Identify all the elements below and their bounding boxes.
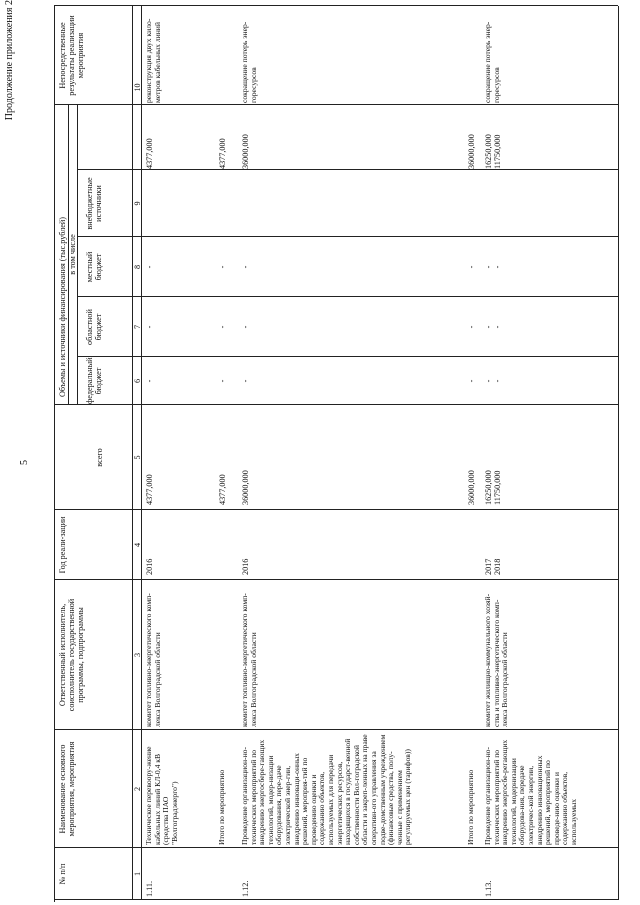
- row-total: 36000,000: [467, 470, 476, 505]
- row-extra: 4377,000: [145, 138, 154, 169]
- row-local: - -: [484, 265, 502, 269]
- row-name: Итого по мероприятию: [217, 769, 226, 845]
- row-regional: -: [145, 325, 154, 329]
- index-cell: 5: [133, 455, 142, 460]
- page-number: 5: [19, 460, 30, 465]
- row-executor: комитет топливно-энергетического комп-лекса Волгоградской области: [240, 593, 258, 727]
- row-executor: комитет топливно-энергетического комп-лекса Волгоградской области: [144, 593, 162, 727]
- row-total: 4377,000: [145, 474, 154, 505]
- row-federal: - -: [484, 379, 502, 383]
- row-name: Проведение организацион-но-технических мероприятий по внедрению энергосбе-регающих технологий, модернизации оборудова-ния, передаче электричес-кой энергии, внедрению инновационных решений, мероприятий по проведе-нию оценки и содержанию объектов, используемых: [483, 739, 578, 845]
- row-extra: 36000,000: [241, 134, 250, 169]
- header-volumes: Объемы и источники финансирования (тыс.рублей): [58, 216, 67, 398]
- row-local: -: [467, 265, 476, 269]
- index-cell: 6: [133, 378, 142, 384]
- header-total: всего: [95, 448, 104, 467]
- header-executor: Ответственный исполнитель, соисполнитель государственной программы, подпрограммы: [58, 598, 85, 712]
- continuation-note: Продолжение приложения 2: [4, 0, 15, 121]
- header-local: местный бюджет: [85, 251, 103, 283]
- header-num: № п/п: [58, 863, 67, 885]
- index-cell: 8: [133, 264, 142, 270]
- row-local: -: [145, 265, 154, 269]
- index-cell: 10: [133, 83, 142, 92]
- header-regional: областной бюджет: [85, 309, 103, 345]
- row-federal: -: [241, 379, 250, 383]
- header-extrabudget: внебюджетные источники: [85, 177, 103, 230]
- row-result: сокращение потерь энер-горесурсов: [483, 21, 501, 103]
- row-local: -: [241, 265, 250, 269]
- row-year: 2017 2018: [484, 558, 502, 575]
- row-result: сокращение потерь энер-горесурсов: [240, 21, 258, 103]
- row-local: -: [218, 265, 227, 269]
- table-border-bottom: [618, 6, 619, 900]
- row-name: Итого по мероприятию: [466, 769, 475, 845]
- row-name: Техническое перевоору-жение кабельных линий КЛ-0,4 кВ (средства ПАО "Волгоградэнерго"): [144, 746, 179, 845]
- row-year: 2016: [241, 558, 250, 575]
- table-border-top: [54, 6, 55, 902]
- header-line-including: [77, 105, 78, 405]
- row-result: реконструкция двух кило-метров кабельных линий: [144, 18, 162, 103]
- index-cell: 7: [133, 324, 142, 330]
- row-year: 2016: [145, 558, 154, 575]
- col-line-9: [77, 169, 618, 170]
- row-name: Проведение организацион-но-технических мероприятий по внедрению энергосбере-гающих технологий, модер-низации оборудования, пере-даче электрической энер-гии, внедрению инноваци-онных решений, мероприя-тий по проведению оценки и содержанию объектов, используемых для передачи энергетических ресурсов, находящихся в государст-венной собственности Вол-гоградской области и закреп-ленных на праве оперативн-ого управления за подве-домственным учреждением (финансовые средства, полу-ченные с применением регулируемых цен (тарифов)): [240, 734, 413, 845]
- col-line-7: [77, 296, 618, 297]
- col-line-6: [77, 356, 618, 357]
- header-name: Наименование основного мероприятия, мероприятия: [58, 741, 76, 837]
- index-cell: 1: [133, 871, 142, 877]
- row-executor: комитет жилищно-коммунального хозяй-ства и топливно-энергетического комп-лекса Волгоградской области: [483, 593, 510, 727]
- row-federal: -: [467, 379, 476, 383]
- row-num: 1.13.: [484, 880, 493, 897]
- header-federal: федеральный бюджет: [85, 357, 103, 404]
- row-num: 1.12.: [241, 880, 250, 897]
- row-extra: 36000,000: [467, 134, 476, 169]
- row-total: 36000,000: [241, 470, 250, 505]
- index-cell: 3: [133, 652, 142, 658]
- col-line-8: [77, 236, 618, 237]
- row-federal: -: [218, 379, 227, 383]
- row-federal: -: [145, 379, 154, 383]
- header-results: Непосредственные результаты реализации мероприятия: [58, 15, 85, 96]
- row-num: 1.11.: [145, 880, 154, 897]
- index-cell: 2: [133, 786, 142, 792]
- row-regional: -: [241, 325, 250, 329]
- header-including: в том числе: [68, 234, 77, 275]
- row-extra: 16250,000 11750,000: [484, 134, 502, 169]
- row-regional: - -: [484, 325, 502, 329]
- index-cell: 4: [133, 542, 142, 548]
- row-total: 16250,000 11750,000: [484, 470, 502, 505]
- row-regional: -: [467, 325, 476, 329]
- header-year: Год реали-зации: [58, 516, 67, 574]
- row-total: 4377,000: [218, 474, 227, 505]
- row-regional: -: [218, 325, 227, 329]
- index-cell: 9: [133, 201, 142, 206]
- row-extra: 4377,000: [218, 138, 227, 169]
